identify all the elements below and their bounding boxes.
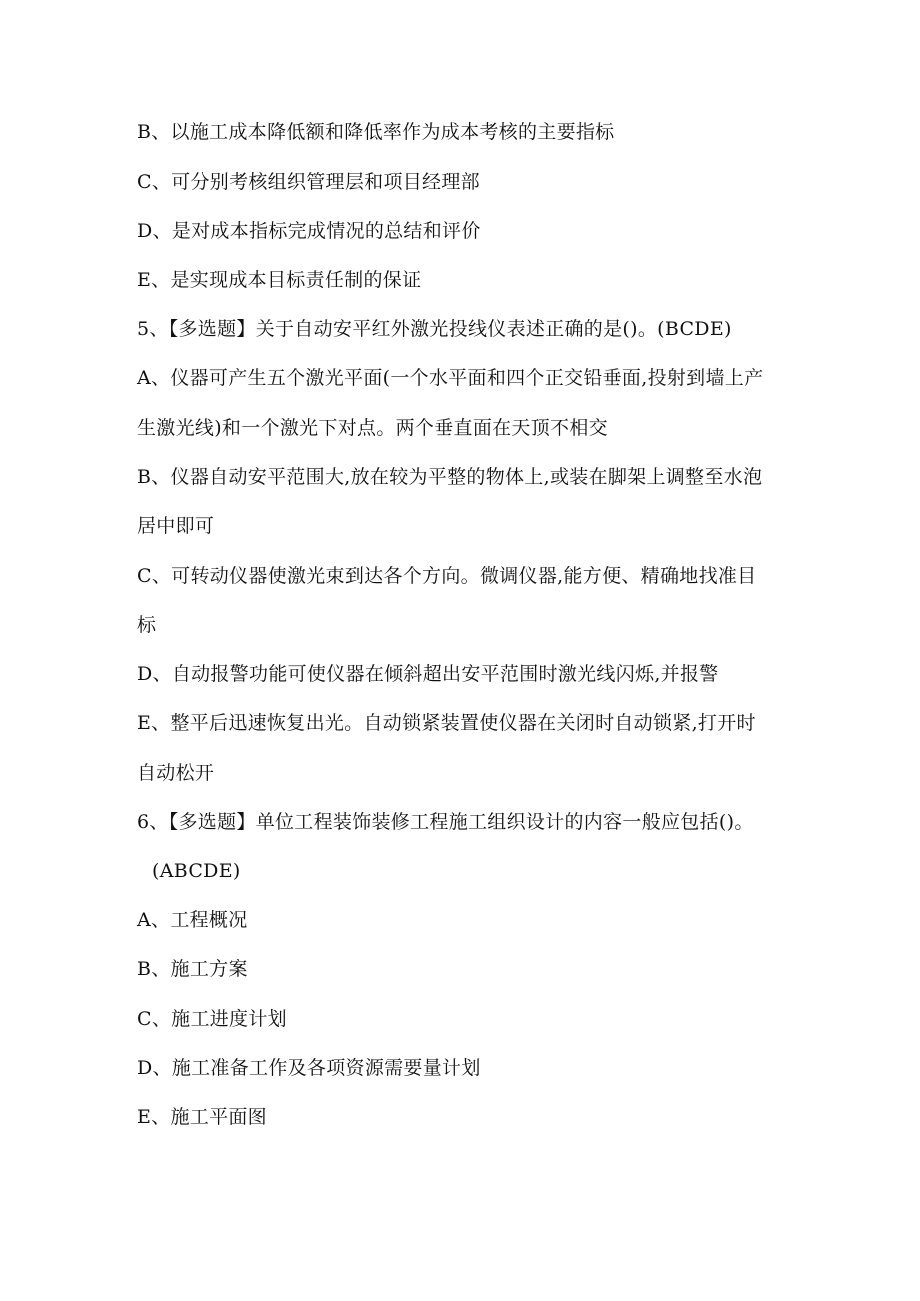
option-c-q5-line2: 标 [137,614,157,636]
option-b-q5-line1: B、仪器自动安平范围大,放在较为平整的物体上,或装在脚架上调整至水泡 [137,466,763,488]
option-c-q4: C、可分别考核组织管理层和项目经理部 [137,171,480,193]
option-e-q6: E、施工平面图 [137,1106,267,1128]
question-6: 6、【多选题】单位工程装饰装修工程施工组织设计的内容一般应包括()。 [137,811,754,833]
question-6-answer: (ABCDE) [152,860,241,882]
option-e-q4: E、是实现成本目标责任制的保证 [137,269,422,291]
question-5: 5、【多选题】关于自动安平红外激光投线仪表述正确的是()。(BCDE) [137,318,732,340]
option-c-q6: C、施工进度计划 [137,1008,287,1030]
option-d-q5: D、自动报警功能可使仪器在倾斜超出安平范围时激光线闪烁,并报警 [137,663,719,685]
option-a-q6: A、工程概况 [137,909,248,931]
option-e-q5-line2: 自动松开 [137,762,215,784]
option-a-q5-line2: 生激光线)和一个激光下对点。两个垂直面在天顶不相交 [137,417,608,439]
option-b-q6: B、施工方案 [137,958,248,980]
option-e-q5-line1: E、整平后迅速恢复出光。自动锁紧装置使仪器在关闭时自动锁紧,打开时 [137,712,756,734]
option-b-q4: B、以施工成本降低额和降低率作为成本考核的主要指标 [137,121,615,143]
option-b-q5-line2: 居中即可 [137,515,215,537]
option-d-q4: D、是对成本指标完成情况的总结和评价 [137,220,481,242]
option-a-q5-line1: A、仪器可产生五个激光平面(一个水平面和四个正交铅垂面,投射到墙上产 [137,367,764,389]
option-d-q6: D、施工准备工作及各项资源需要量计划 [137,1057,481,1079]
option-c-q5-line1: C、可转动仪器使激光束到达各个方向。微调仪器,能方便、精确地找准目 [137,565,757,587]
